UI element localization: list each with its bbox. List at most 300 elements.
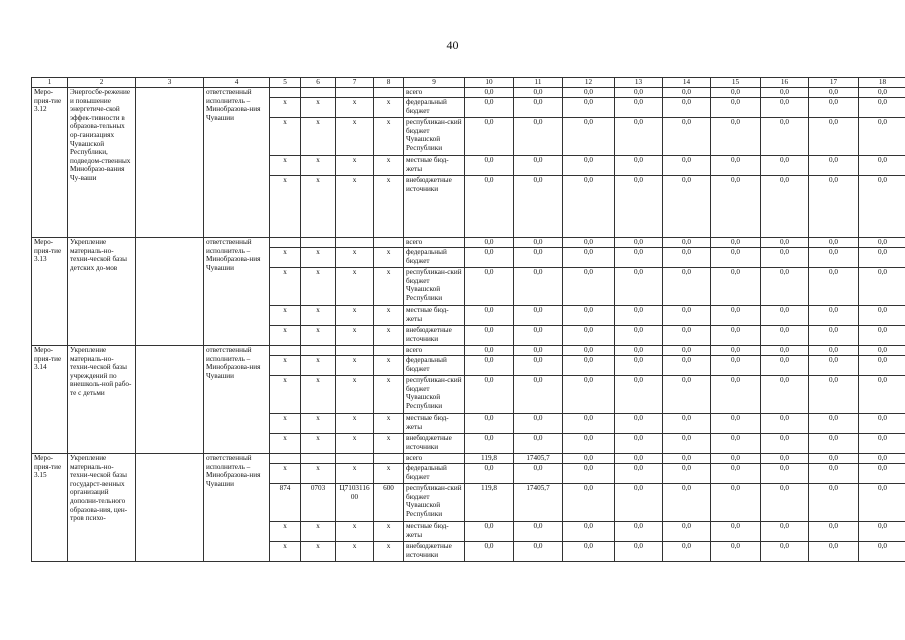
funding-source: федеральный бюджет	[404, 464, 465, 484]
year-value: 0,0	[711, 268, 761, 306]
funding-source: местные бюд-жеты	[404, 156, 465, 176]
year-value: 0,0	[563, 414, 615, 434]
funding-source: внебюджетные источники	[404, 176, 465, 238]
expense-type-code: x	[374, 248, 404, 268]
year-value: 0,0	[809, 156, 859, 176]
year-value: 0,0	[761, 248, 809, 268]
target-article-code: x	[336, 414, 374, 434]
column-number: 18	[859, 78, 905, 88]
column-number: 11	[514, 78, 563, 88]
year-value: 0,0	[663, 356, 711, 376]
section-code: x	[301, 156, 336, 176]
year-value: 0,0	[615, 248, 663, 268]
target-article-code: x	[336, 376, 374, 414]
section-code: x	[301, 176, 336, 238]
section-code: x	[301, 376, 336, 414]
year-value: 0,0	[563, 376, 615, 414]
grbs-code: x	[270, 176, 301, 238]
year-value: 0,0	[809, 248, 859, 268]
year-value: 0,0	[514, 356, 563, 376]
grbs-code: x	[270, 156, 301, 176]
year-value: 0,0	[663, 248, 711, 268]
expense-type-code: x	[374, 434, 404, 454]
year-value: 0,0	[761, 356, 809, 376]
year-value: 0,0	[615, 464, 663, 484]
year-value: 0,0	[859, 326, 905, 346]
year-value: 0,0	[711, 88, 761, 98]
year-value: 0,0	[809, 484, 859, 522]
year-value: 0,0	[514, 542, 563, 562]
year-value: 0,0	[663, 118, 711, 156]
section-code: x	[301, 434, 336, 454]
year-value: 0,0	[761, 268, 809, 306]
year-value: 0,0	[514, 118, 563, 156]
year-value: 0,0	[663, 98, 711, 118]
year-value: 0,0	[859, 376, 905, 414]
year-value: 0,0	[809, 414, 859, 434]
year-value: 0,0	[859, 88, 905, 98]
year-value: 0,0	[514, 248, 563, 268]
activity-name: Энергосбе-режение и повышение энергетиче-ской эффек-тивности в образова-тельных ор-ганизациях Чувашской Республики, подведом-ственных Минобразо-вания Чу-ваши	[68, 88, 136, 238]
budget-table	[31, 77, 905, 562]
year-value: 0,0	[563, 522, 615, 542]
column-number: 8	[374, 78, 404, 88]
year-value: 0,0	[859, 306, 905, 326]
year-value: 0,0	[859, 356, 905, 376]
year-value: 0,0	[711, 238, 761, 248]
year-value: 0,0	[711, 98, 761, 118]
year-value: 0,0	[761, 238, 809, 248]
target-article-code: x	[336, 118, 374, 156]
executor: ответственный исполнитель – Минобразова-ния Чувашии	[204, 346, 270, 454]
year-value: 0,0	[563, 434, 615, 454]
year-value: 119,8	[465, 484, 514, 522]
year-value: 0,0	[809, 434, 859, 454]
year-value: 0,0	[711, 376, 761, 414]
funding-source: местные бюд-жеты	[404, 414, 465, 434]
executor: ответственный исполнитель – Минобразова-ния Чувашии	[204, 88, 270, 238]
year-value: 0,0	[711, 434, 761, 454]
year-value: 0,0	[711, 454, 761, 464]
grbs-code: x	[270, 98, 301, 118]
funding-source: всего	[404, 88, 465, 98]
year-value: 0,0	[563, 542, 615, 562]
year-value: 0,0	[563, 118, 615, 156]
year-value: 0,0	[663, 434, 711, 454]
target-article-code: x	[336, 542, 374, 562]
grbs-code: x	[270, 326, 301, 346]
year-value: 0,0	[859, 346, 905, 356]
target-article-code: x	[336, 248, 374, 268]
target-article-code: x	[336, 522, 374, 542]
year-value: 17405,7	[514, 454, 563, 464]
column-number: 10	[465, 78, 514, 88]
target-article-code	[336, 346, 374, 356]
year-value: 0,0	[663, 522, 711, 542]
year-value: 0,0	[859, 454, 905, 464]
expense-type-code: x	[374, 522, 404, 542]
year-value: 0,0	[514, 156, 563, 176]
grbs-code	[270, 454, 301, 464]
year-value: 0,0	[615, 346, 663, 356]
year-value: 0,0	[514, 434, 563, 454]
year-value: 0,0	[809, 238, 859, 248]
target-article-code: x	[336, 434, 374, 454]
column-number-row	[32, 78, 905, 88]
year-value: 0,0	[711, 464, 761, 484]
grbs-code: x	[270, 414, 301, 434]
table-row	[32, 346, 905, 356]
activity-code: Меро-прия-тие 3.15	[32, 454, 68, 562]
column-number: 15	[711, 78, 761, 88]
page-number: 40	[446, 38, 459, 52]
target-article-code: x	[336, 176, 374, 238]
funding-source: республикан-ский бюджет Чувашской Республики	[404, 376, 465, 414]
year-value: 0,0	[761, 376, 809, 414]
year-value: 0,0	[711, 484, 761, 522]
target-article-code: x	[336, 156, 374, 176]
grbs-code: 874	[270, 484, 301, 522]
grbs-code: x	[270, 434, 301, 454]
activity-name: Укрепление материаль-но-техни-ческой базы учреждений по внешколь-ной рабо-те с детьми	[68, 346, 136, 454]
grbs-code: x	[270, 542, 301, 562]
funding-source: федеральный бюджет	[404, 356, 465, 376]
year-value: 0,0	[514, 98, 563, 118]
year-value: 0,0	[859, 98, 905, 118]
year-value: 0,0	[465, 238, 514, 248]
section-code: x	[301, 268, 336, 306]
expense-type-code: x	[374, 98, 404, 118]
year-value: 0,0	[615, 484, 663, 522]
year-value: 0,0	[514, 88, 563, 98]
year-value: 0,0	[761, 306, 809, 326]
executor: ответственный исполнитель – Минобразова-ния Чувашии	[204, 454, 270, 562]
target-article-code: x	[336, 306, 374, 326]
section-code	[301, 346, 336, 356]
year-value: 0,0	[514, 268, 563, 306]
year-value: 0,0	[761, 414, 809, 434]
year-value: 0,0	[465, 156, 514, 176]
year-value: 0,0	[514, 306, 563, 326]
year-value: 0,0	[615, 176, 663, 238]
funding-source: местные бюд-жеты	[404, 522, 465, 542]
year-value: 0,0	[563, 346, 615, 356]
year-value: 0,0	[809, 542, 859, 562]
year-value: 0,0	[809, 356, 859, 376]
activity-code: Меро-прия-тие 3.13	[32, 238, 68, 346]
year-value: 0,0	[859, 248, 905, 268]
funding-source: республикан-ский бюджет Чувашской Республики	[404, 118, 465, 156]
year-value: 0,0	[563, 326, 615, 346]
year-value: 0,0	[859, 414, 905, 434]
year-value: 0,0	[615, 98, 663, 118]
year-value: 0,0	[809, 306, 859, 326]
funding-source: всего	[404, 346, 465, 356]
year-value: 0,0	[809, 454, 859, 464]
year-value: 0,0	[809, 522, 859, 542]
expense-type-code	[374, 454, 404, 464]
expense-type-code: x	[374, 414, 404, 434]
year-value: 0,0	[859, 156, 905, 176]
year-value: 0,0	[465, 346, 514, 356]
year-value: 0,0	[809, 376, 859, 414]
year-value: 0,0	[514, 238, 563, 248]
column-number: 1	[32, 78, 68, 88]
year-value: 0,0	[711, 414, 761, 434]
funding-source: местные бюд-жеты	[404, 306, 465, 326]
column-number: 3	[136, 78, 204, 88]
year-value: 0,0	[761, 118, 809, 156]
year-value: 0,0	[711, 326, 761, 346]
year-value: 0,0	[615, 268, 663, 306]
section-code: x	[301, 356, 336, 376]
activity-code: Меро-прия-тие 3.14	[32, 346, 68, 454]
year-value: 0,0	[663, 176, 711, 238]
grbs-code	[270, 346, 301, 356]
year-value: 0,0	[809, 326, 859, 346]
column-number: 2	[68, 78, 136, 88]
year-value: 0,0	[465, 118, 514, 156]
year-value: 0,0	[465, 306, 514, 326]
year-value: 0,0	[514, 326, 563, 346]
year-value: 0,0	[711, 176, 761, 238]
year-value: 0,0	[859, 542, 905, 562]
year-value: 0,0	[465, 464, 514, 484]
year-value: 0,0	[761, 484, 809, 522]
year-value: 0,0	[809, 176, 859, 238]
year-value: 0,0	[761, 454, 809, 464]
year-value: 0,0	[761, 464, 809, 484]
year-value: 0,0	[465, 88, 514, 98]
expense-type-code: x	[374, 464, 404, 484]
column-3-cell	[136, 238, 204, 346]
year-value: 0,0	[465, 98, 514, 118]
year-value: 0,0	[859, 238, 905, 248]
target-article-code	[336, 238, 374, 248]
year-value: 0,0	[663, 268, 711, 306]
grbs-code	[270, 88, 301, 98]
funding-source: внебюджетные источники	[404, 542, 465, 562]
year-value: 17405,7	[514, 484, 563, 522]
section-code: x	[301, 414, 336, 434]
year-value: 0,0	[563, 176, 615, 238]
year-value: 0,0	[761, 346, 809, 356]
expense-type-code: x	[374, 356, 404, 376]
year-value: 0,0	[563, 238, 615, 248]
year-value: 0,0	[465, 248, 514, 268]
target-article-code: x	[336, 326, 374, 346]
year-value: 0,0	[563, 98, 615, 118]
target-article-code	[336, 454, 374, 464]
section-code: 0703	[301, 484, 336, 522]
year-value: 0,0	[809, 118, 859, 156]
year-value: 0,0	[563, 356, 615, 376]
year-value: 0,0	[465, 542, 514, 562]
year-value: 0,0	[563, 484, 615, 522]
target-article-code	[336, 88, 374, 98]
funding-source: всего	[404, 238, 465, 248]
year-value: 0,0	[465, 376, 514, 414]
section-code: x	[301, 542, 336, 562]
expense-type-code: 600	[374, 484, 404, 522]
section-code	[301, 238, 336, 248]
funding-source: республикан-ский бюджет Чувашской Республики	[404, 484, 465, 522]
expense-type-code: x	[374, 542, 404, 562]
year-value: 0,0	[663, 156, 711, 176]
year-value: 0,0	[663, 464, 711, 484]
grbs-code	[270, 238, 301, 248]
year-value: 0,0	[859, 434, 905, 454]
year-value: 0,0	[809, 346, 859, 356]
year-value: 0,0	[711, 356, 761, 376]
column-number: 5	[270, 78, 301, 88]
year-value: 0,0	[615, 414, 663, 434]
column-number: 6	[301, 78, 336, 88]
year-value: 0,0	[514, 346, 563, 356]
year-value: 0,0	[859, 118, 905, 156]
year-value: 0,0	[615, 238, 663, 248]
target-article-code: x	[336, 464, 374, 484]
year-value: 0,0	[809, 268, 859, 306]
year-value: 0,0	[465, 176, 514, 238]
target-article-code: x	[336, 356, 374, 376]
expense-type-code	[374, 346, 404, 356]
section-code: x	[301, 326, 336, 346]
year-value: 0,0	[761, 542, 809, 562]
expense-type-code	[374, 238, 404, 248]
year-value: 0,0	[761, 156, 809, 176]
table-row	[32, 88, 905, 98]
table-row	[32, 454, 905, 464]
year-value: 0,0	[615, 156, 663, 176]
year-value: 0,0	[615, 454, 663, 464]
year-value: 0,0	[615, 306, 663, 326]
year-value: 0,0	[563, 306, 615, 326]
section-code: x	[301, 464, 336, 484]
year-value: 0,0	[711, 248, 761, 268]
activity-name: Укрепление материаль-но-техни-ческой базы детских до-мов	[68, 238, 136, 346]
target-article-code: Ц710311600	[336, 484, 374, 522]
year-value: 0,0	[465, 268, 514, 306]
year-value: 0,0	[711, 542, 761, 562]
year-value: 0,0	[761, 522, 809, 542]
column-number: 14	[663, 78, 711, 88]
section-code: x	[301, 306, 336, 326]
section-code: x	[301, 522, 336, 542]
year-value: 0,0	[711, 522, 761, 542]
target-article-code: x	[336, 98, 374, 118]
year-value: 0,0	[809, 88, 859, 98]
year-value: 0,0	[761, 98, 809, 118]
expense-type-code: x	[374, 376, 404, 414]
year-value: 0,0	[514, 414, 563, 434]
funding-source: федеральный бюджет	[404, 248, 465, 268]
year-value: 0,0	[615, 434, 663, 454]
column-number: 9	[404, 78, 465, 88]
year-value: 0,0	[859, 522, 905, 542]
target-article-code: x	[336, 268, 374, 306]
year-value: 0,0	[563, 248, 615, 268]
year-value: 0,0	[615, 542, 663, 562]
year-value: 0,0	[465, 326, 514, 346]
grbs-code: x	[270, 464, 301, 484]
expense-type-code: x	[374, 176, 404, 238]
year-value: 119,8	[465, 454, 514, 464]
year-value: 0,0	[711, 156, 761, 176]
year-value: 0,0	[615, 88, 663, 98]
expense-type-code: x	[374, 326, 404, 346]
year-value: 0,0	[761, 176, 809, 238]
year-value: 0,0	[514, 464, 563, 484]
year-value: 0,0	[663, 414, 711, 434]
expense-type-code: x	[374, 156, 404, 176]
year-value: 0,0	[663, 326, 711, 346]
section-code	[301, 454, 336, 464]
year-value: 0,0	[761, 434, 809, 454]
funding-source: федеральный бюджет	[404, 98, 465, 118]
column-number: 13	[615, 78, 663, 88]
year-value: 0,0	[563, 88, 615, 98]
column-number: 7	[336, 78, 374, 88]
column-number: 17	[809, 78, 859, 88]
funding-source: внебюджетные источники	[404, 326, 465, 346]
year-value: 0,0	[563, 268, 615, 306]
year-value: 0,0	[563, 156, 615, 176]
year-value: 0,0	[761, 88, 809, 98]
column-3-cell	[136, 346, 204, 454]
year-value: 0,0	[663, 88, 711, 98]
year-value: 0,0	[514, 176, 563, 238]
expense-type-code: x	[374, 268, 404, 306]
section-code	[301, 88, 336, 98]
column-3-cell	[136, 454, 204, 562]
year-value: 0,0	[465, 414, 514, 434]
expense-type-code: x	[374, 306, 404, 326]
grbs-code: x	[270, 522, 301, 542]
year-value: 0,0	[465, 522, 514, 542]
year-value: 0,0	[809, 98, 859, 118]
year-value: 0,0	[615, 356, 663, 376]
year-value: 0,0	[465, 434, 514, 454]
funding-source: всего	[404, 454, 465, 464]
column-number: 12	[563, 78, 615, 88]
activity-code: Меро-прия-тие 3.12	[32, 88, 68, 238]
year-value: 0,0	[563, 454, 615, 464]
column-3-cell	[136, 88, 204, 238]
year-value: 0,0	[514, 376, 563, 414]
expense-type-code: x	[374, 118, 404, 156]
column-number: 4	[204, 78, 270, 88]
year-value: 0,0	[663, 484, 711, 522]
year-value: 0,0	[761, 326, 809, 346]
grbs-code: x	[270, 356, 301, 376]
year-value: 0,0	[859, 464, 905, 484]
year-value: 0,0	[663, 306, 711, 326]
grbs-code: x	[270, 376, 301, 414]
year-value: 0,0	[711, 346, 761, 356]
grbs-code: x	[270, 306, 301, 326]
expense-type-code	[374, 88, 404, 98]
column-number: 16	[761, 78, 809, 88]
year-value: 0,0	[663, 454, 711, 464]
table-row	[32, 238, 905, 248]
year-value: 0,0	[615, 522, 663, 542]
grbs-code: x	[270, 268, 301, 306]
year-value: 0,0	[711, 306, 761, 326]
funding-source: республикан-ский бюджет Чувашской Республики	[404, 268, 465, 306]
year-value: 0,0	[663, 542, 711, 562]
year-value: 0,0	[711, 118, 761, 156]
